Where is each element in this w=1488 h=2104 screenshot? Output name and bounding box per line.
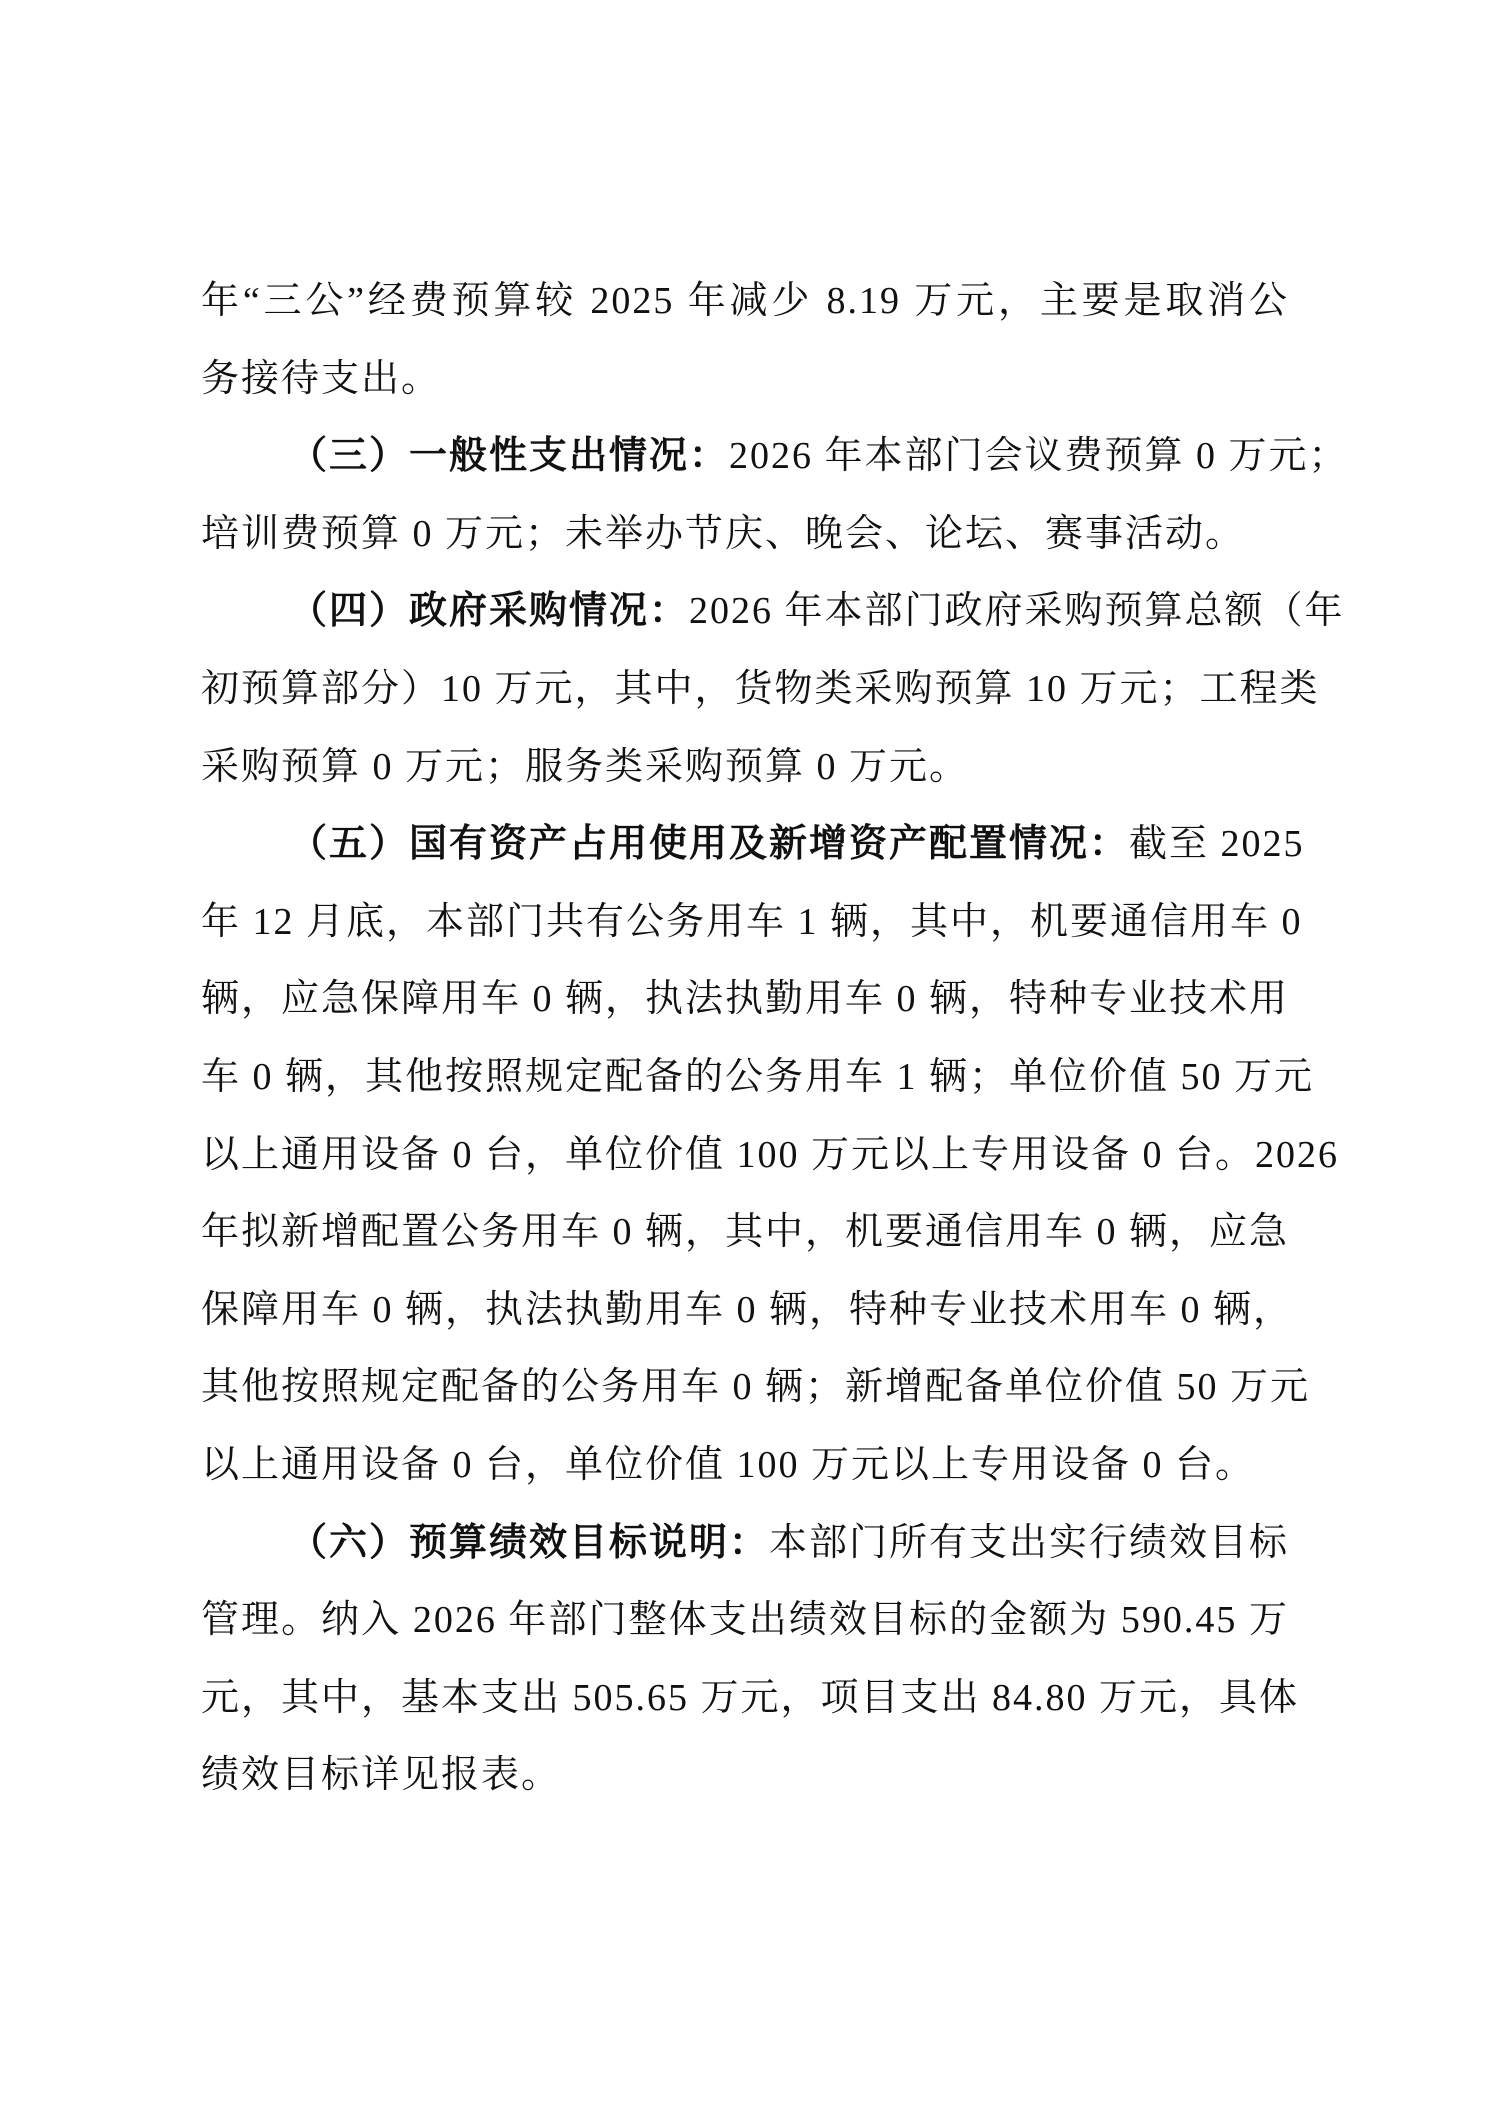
text-line — [201, 1194, 1289, 1272]
text-line — [201, 1582, 1289, 1660]
paragraph — [201, 263, 1289, 418]
text-line — [201, 341, 1289, 419]
text-line — [201, 806, 1305, 884]
section-heading: （六）预算绩效目标说明： — [289, 1521, 770, 1564]
line-text: 年 12 月底，本部门共有公务用车 1 辆，其中，机要通信用车 0 — [201, 900, 1303, 943]
text-line — [201, 1505, 1289, 1583]
line-text: 务接待支出。 — [201, 357, 442, 400]
line-text: 以上通用设备 0 台，单位价值 100 万元以上专用设备 0 台。 — [201, 1443, 1256, 1486]
text-line — [201, 1039, 1315, 1117]
line-text: 本部门所有支出实行绩效目标 — [769, 1521, 1290, 1564]
text-line — [201, 884, 1303, 962]
line-text: 辆，应急保障用车 0 辆，执法执勤用车 0 辆，特种专业技术用 — [201, 978, 1290, 1021]
text-line — [201, 1737, 1289, 1815]
text-line — [201, 496, 1289, 574]
line-text: 管理。纳入 2026 年部门整体支出绩效目标的金额为 590.45 万 — [201, 1599, 1289, 1642]
text-line — [201, 1117, 1340, 1195]
text-line — [201, 1427, 1289, 1505]
document-body — [201, 263, 1349, 1815]
section-heading: （三）一般性支出情况： — [289, 435, 730, 478]
line-text: 截至 2025 — [1129, 823, 1305, 866]
line-text: 培训费预算 0 万元；未举办节庆、晚会、论坛、赛事活动。 — [201, 512, 1246, 555]
line-text: 其他按照规定配备的公务用车 0 辆；新增配备单位价值 50 万元 — [201, 1366, 1311, 1409]
line-text: 年“三公”经费预算较 2025 年减少 8.19 万元，主要是取消公 — [201, 280, 1289, 322]
text-line — [201, 1272, 1294, 1350]
line-text: 以上通用设备 0 台，单位价值 100 万元以上专用设备 0 台。2026 — [201, 1133, 1340, 1176]
line-text: 元，其中，基本支出 505.65 万元，项目支出 84.80 万元，具体 — [201, 1676, 1300, 1719]
text-line — [201, 1660, 1300, 1738]
text-line — [201, 263, 1289, 341]
section-heading: （四）政府采购情况： — [289, 590, 690, 633]
line-text: 初预算部分）10 万元，其中，货物类采购预算 10 万元；工程类 — [201, 667, 1320, 710]
paragraph — [201, 573, 1345, 806]
line-text: 2026 年本部门政府采购预算总额（年 — [689, 590, 1345, 633]
text-line — [201, 961, 1289, 1039]
text-line — [201, 573, 1345, 651]
paragraph — [201, 806, 1340, 1504]
text-line — [201, 418, 1349, 496]
line-text: 2026 年本部门会议费预算 0 万元； — [729, 435, 1349, 478]
text-line — [201, 729, 1289, 807]
line-text: 采购预算 0 万元；服务类采购预算 0 万元。 — [201, 745, 970, 788]
line-text: 年拟新增配置公务用车 0 辆，其中，机要通信用车 0 辆，应急 — [201, 1211, 1290, 1254]
text-line — [201, 651, 1320, 729]
paragraph — [201, 1505, 1300, 1815]
text-line — [201, 1349, 1311, 1427]
paragraph — [201, 418, 1349, 573]
line-text: 车 0 辆，其他按照规定配备的公务用车 1 辆；单位价值 50 万元 — [201, 1055, 1315, 1098]
line-text: 绩效目标详见报表。 — [201, 1754, 562, 1797]
section-heading: （五）国有资产占用使用及新增资产配置情况： — [289, 823, 1130, 866]
line-text: 保障用车 0 辆，执法执勤用车 0 辆，特种专业技术用车 0 辆， — [201, 1288, 1294, 1331]
